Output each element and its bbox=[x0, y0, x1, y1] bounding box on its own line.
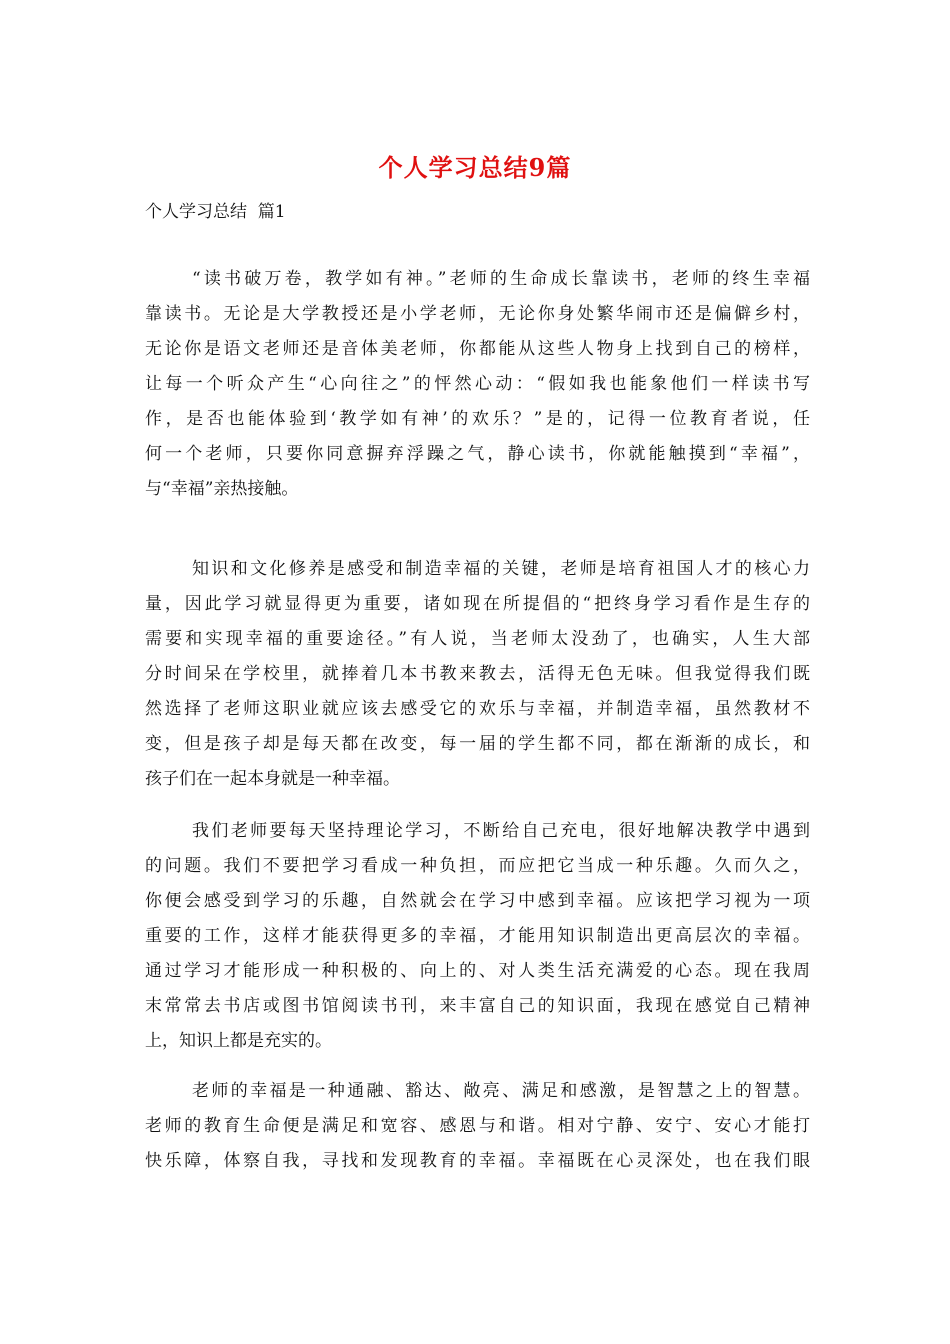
paragraph-line: 老师的教育生命便是满足和宽容、感恩与和谐。相对宁静、安宁、安心才能打 bbox=[145, 1116, 810, 1136]
paragraph-line: 与“幸福”亲热接触。 bbox=[145, 479, 299, 499]
paragraph bbox=[145, 1074, 810, 1179]
paragraph bbox=[145, 262, 810, 507]
paragraph-line: “读书破万卷，教学如有神。”老师的生命成长靠读书，老师的终生幸福 bbox=[192, 269, 810, 289]
paragraph bbox=[145, 814, 810, 1059]
paragraph-line: 我们老师要每天坚持理论学习，不断给自己充电，很好地解决教学中遇到 bbox=[192, 821, 810, 841]
paragraph-line: 无论你是语文老师还是音体美老师，你都能从这些人物身上找到自己的榜样， bbox=[145, 339, 810, 359]
paragraph-line: 的问题。我们不要把学习看成一种负担，而应把它当成一种乐趣。久而久之， bbox=[145, 856, 810, 876]
paragraph-line: 让每一个听众产生“心向往之”的怦然心动：“假如我也能象他们一样读书写 bbox=[145, 374, 810, 394]
paragraph-line: 通过学习才能形成一种积极的、向上的、对人类生活充满爱的心态。现在我周 bbox=[145, 961, 810, 981]
paragraph-line: 需要和实现幸福的重要途径。”有人说，当老师太没劲了，也确实，人生大部 bbox=[145, 629, 810, 649]
paragraph-line: 作，是否也能体验到‘教学如有神’的欢乐？”是的，记得一位教育者说，任 bbox=[145, 409, 810, 429]
paragraph-line: 何一个老师，只要你同意摒弃浮躁之气，静心读书，你就能触摸到“幸福”， bbox=[145, 444, 810, 464]
paragraph-line: 你便会感受到学习的乐趣，自然就会在学习中感到幸福。应该把学习视为一项 bbox=[145, 891, 810, 911]
paragraph-line: 分时间呆在学校里，就捧着几本书教来教去，活得无色无味。但我觉得我们既 bbox=[145, 664, 810, 684]
paragraph-line: 末常常去书店或图书馆阅读书刊，来丰富自己的知识面，我现在感觉自己精神 bbox=[145, 996, 810, 1016]
paragraph-line: 孩子们在一起本身就是一种幸福。 bbox=[145, 769, 400, 789]
paragraph-line: 上，知识上都是充实的。 bbox=[145, 1031, 332, 1051]
paragraph bbox=[145, 552, 810, 797]
paragraph-line: 然选择了老师这职业就应该去感受它的欢乐与幸福，并制造幸福，虽然教材不 bbox=[145, 699, 810, 719]
paragraph-line: 老师的幸福是一种通融、豁达、敞亮、满足和感激，是智慧之上的智慧。 bbox=[192, 1081, 810, 1101]
paragraph-line: 快乐障，体察自我，寻找和发现教育的幸福。幸福既在心灵深处，也在我们眼 bbox=[145, 1151, 810, 1171]
section-heading: 个人学习总结 篇1 bbox=[145, 202, 286, 222]
paragraph-line: 知识和文化修养是感受和制造幸福的关键，老师是培育祖国人才的核心力 bbox=[192, 559, 810, 579]
paragraph-line: 重要的工作，这样才能获得更多的幸福，才能用知识制造出更高层次的幸福。 bbox=[145, 926, 810, 946]
paragraph-line: 量，因此学习就显得更为重要，诸如现在所提倡的“把终身学习看作是生存的 bbox=[145, 594, 810, 614]
paragraph-line: 变，但是孩子却是每天都在改变，每一届的学生都不同，都在渐渐的成长，和 bbox=[145, 734, 810, 754]
document-title: 个人学习总结9篇 bbox=[378, 153, 572, 182]
paragraph-line: 靠读书。无论是大学教授还是小学老师，无论你身处繁华闹市还是偏僻乡村， bbox=[145, 304, 810, 324]
